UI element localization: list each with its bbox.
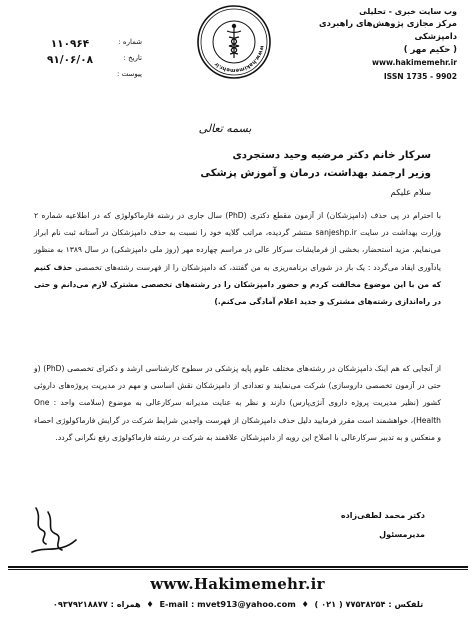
letterhead-center-name: مرکز مجازی پژوهش‌های راهبردی دامپزشکی: [318, 18, 457, 41]
caduceus-icon: [227, 24, 241, 58]
basmala-heading: بسمه تعالی: [198, 122, 252, 135]
handwritten-signature: [28, 500, 82, 560]
letter-attachment-label: پیوست :: [117, 70, 142, 78]
letterhead-center-sub: ( حکیم مهر ): [403, 44, 457, 54]
hakim-mehr-logo: [196, 4, 272, 80]
letter-date-value: ۹۱/۰۶/۰۸: [46, 54, 94, 66]
letter-number-label: شماره :: [118, 38, 142, 46]
letterhead-tagline: وب سایت خبری - تحلیلی: [359, 7, 457, 16]
letterhead: [297, 6, 457, 84]
recipient-title: وزیر ارجمند بهداشت، درمان و آموزش پزشکی: [200, 168, 431, 179]
letter-date-label: تاریخ :: [123, 54, 142, 62]
letter-number-row: [12, 38, 142, 52]
letterhead-issn: ISSN 1735 - 9902: [383, 72, 457, 81]
letter-number-value: ۱۱۰۹۶۴: [50, 38, 90, 50]
logo-ring-text: www.hakimemehr.ir: [213, 44, 265, 74]
footer-mobile: همراه : ۰۹۳۷۹۲۱۸۸۷۷: [52, 599, 141, 609]
footer-email: E-mail : mvet913@yahoo.com: [159, 599, 296, 609]
signatory-name: دکتر محمد لطفی‌زاده: [340, 511, 425, 520]
signatory-title: مدیرمسئول: [379, 530, 425, 539]
letter-date-row: [12, 54, 142, 68]
footer-website: www.Hakimemehr.ir: [150, 575, 325, 593]
footer-fax: تلفکس : ۷۷۵۳۸۲۵۴ ( ۰۲۱ ): [314, 599, 424, 609]
body-paragraph-1-text: با احترام در پی حذف (دامپزشکان) از آزمون مقطع دکتری (PhD) سال جاری در رشته فارماکولوژی که در اطلاعیه شماره ۲ وزارت بهداشت در سایت sanjeshp.ir منتشر گردیده، مراتب گلایه خود را نسبت به حذف دامپزشکان در آستانه ثبت نام ابراز می‌نمایم. مزید استحضار، بخشی از فرمایشات سرکار عالی در مراسم چهارده مهر (روز ملی دامپزشکی) در سال ۱۳۸۹ به منظور یادآوری ایفاد می‌گردد : یک بار در شورای برنامه‌ریزی به من گفتند، که دامپزشکان را از فهرست رشته‌های تخصصی: [34, 211, 441, 272]
footer-divider: [8, 566, 468, 568]
body-paragraph-1-quote: حذف کنیم که من با این موضوع مخالفت کردم و حضور دامپزشکان را در رشته‌های تخصصی مشترک لازم می‌دانم و حتی در راه‌اندازی رشته‌های مشترک و جدید اعلام آمادگی می‌کنم.): [34, 262, 441, 307]
body-paragraph-2: از آنجایی که هم اینک دامپزشکان در رشته‌های مختلف علوم پایه پزشکی در سطوح کارشناسی ارشد و دکترای تخصصی (PhD) (و حتی در آزمون تخصصی داروسازی) شرکت می‌نمایند و تعدادی از دامپزشکان نقش اساسی و مهم در مدیریت پروژه‌های داروئی کشور (نظیر مدیریت پروژه داروی آنژی‌پارس) دارند و نظر به عنایت مدیرانه سرکارعالی به موضوع (سلامت واحد : One Health)، خواهشمند است مقرر فرمایید دلیل حذف دامپزشکان از فهرست واجدین شرایط شرکت در گرایش فارماکولوژی احصاء و منعکس و به تدبیر سرکارعالی با اصلاح این رویه از دامپزشکان علاقمند به شرکت در رشته فارماکولوژی رفع نگرانی گردد.: [34, 364, 441, 442]
letter-attachment-row: [12, 70, 142, 84]
letterhead-url: www.hakimemehr.ir: [371, 58, 457, 67]
body-paragraph-1: [34, 207, 441, 310]
footer-contact: تلفکس : ۷۷۵۳۸۲۵۴ ( ۰۲۱ ) ♦ E-mail : mvet913@yahoo.com ♦ همراه : ۰۹۳۷۹۲۱۸۸۷۷: [52, 599, 424, 609]
footer-divider-thin: [8, 569, 468, 570]
greeting: سلام علیکم: [390, 187, 431, 197]
recipient-name: سرکار خانم دکتر مرضیه وحید دستجردی: [232, 150, 431, 161]
